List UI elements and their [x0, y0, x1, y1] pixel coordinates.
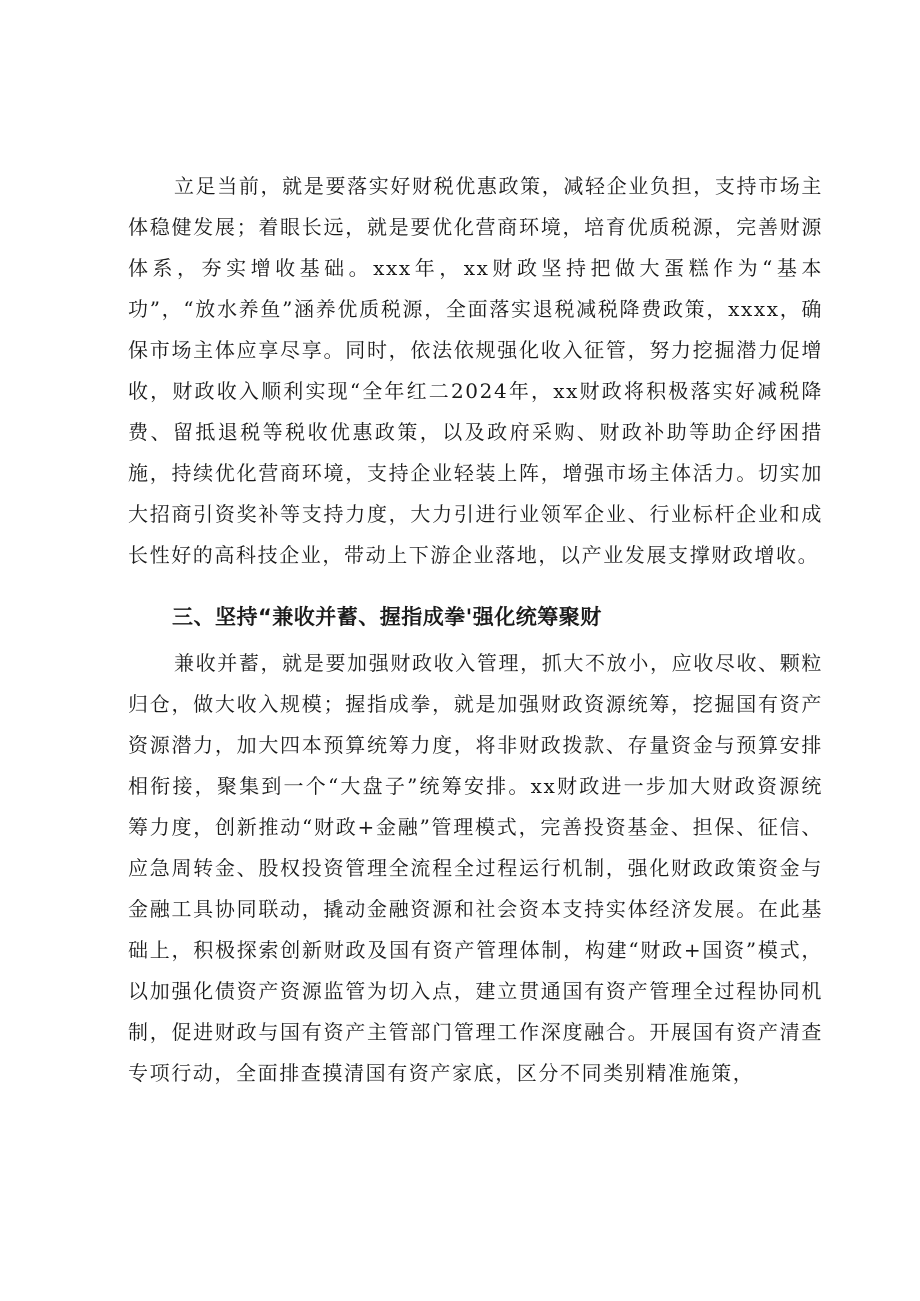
body-paragraph: 兼收并蓄，就是要加强财政收入管理，抓大不放小，应收尽收、颗粒归仓，做大收入规模；握指成拳，就是加强财政资源统筹，挖掘国有资产资源潜力，加大四本预算统筹力度，将非财政拨款、存量资金与预算安排相衔接，聚集到一个“大盘子”统筹安排。xx财政进一步加大财政资源统筹力度，创新推动“财政+金融”管理模式，完善投资基金、担保、征信、应急周转金、股权投资管理全流程全过程运行机制，强化财政政策资金与金融工具协同联动，撬动金融资源和社会资本支持实体经济发展。在此基础上，积极探索创新财政及国有资产管理体制，构建“财政+国资”模式，以加强化债资产资源监管为切入点，建立贯通国有资产管理全过程协同机制，促进财政与国有资产主管部门管理工作深度融合。开展国有资产清查专项行动，全面排查摸清国有资产家底，区分不同类别精准施策，: [128, 651, 823, 1085]
body-paragraph: 立足当前，就是要落实好财税优惠政策，减轻企业负担，支持市场主体稳健发展；着眼长远，就是要优化营商环境，培育优质税源，完善财源体系，夯实增收基础。xxx年，xx财政坚持把做大蛋糕作为“基本功”，“放水养鱼”涵养优质税源，全面落实退税减税降费政策，xxxx，确保市场主体应享尽享。同时，依法依规强化收入征管，努力挖掘潜力促增收，财政收入顺利实现“全年红二2024年，xx财政将积极落实好减税降费、留抵退税等税收优惠政策，以及政府采购、财政补助等助企纾困措施，持续优化营商环境，支持企业轻装上阵，增强市场主体活力。切实加大招商引资奖补等支持力度，大力引进行业领军企业、行业标杆企业和成长性好的高科技企业，带动上下游企业落地，以产业发展支撑财政增收。: [128, 174, 823, 567]
section-heading: 三、坚持“兼收并蓄、握指成拳'强化统筹聚财: [172, 605, 602, 629]
